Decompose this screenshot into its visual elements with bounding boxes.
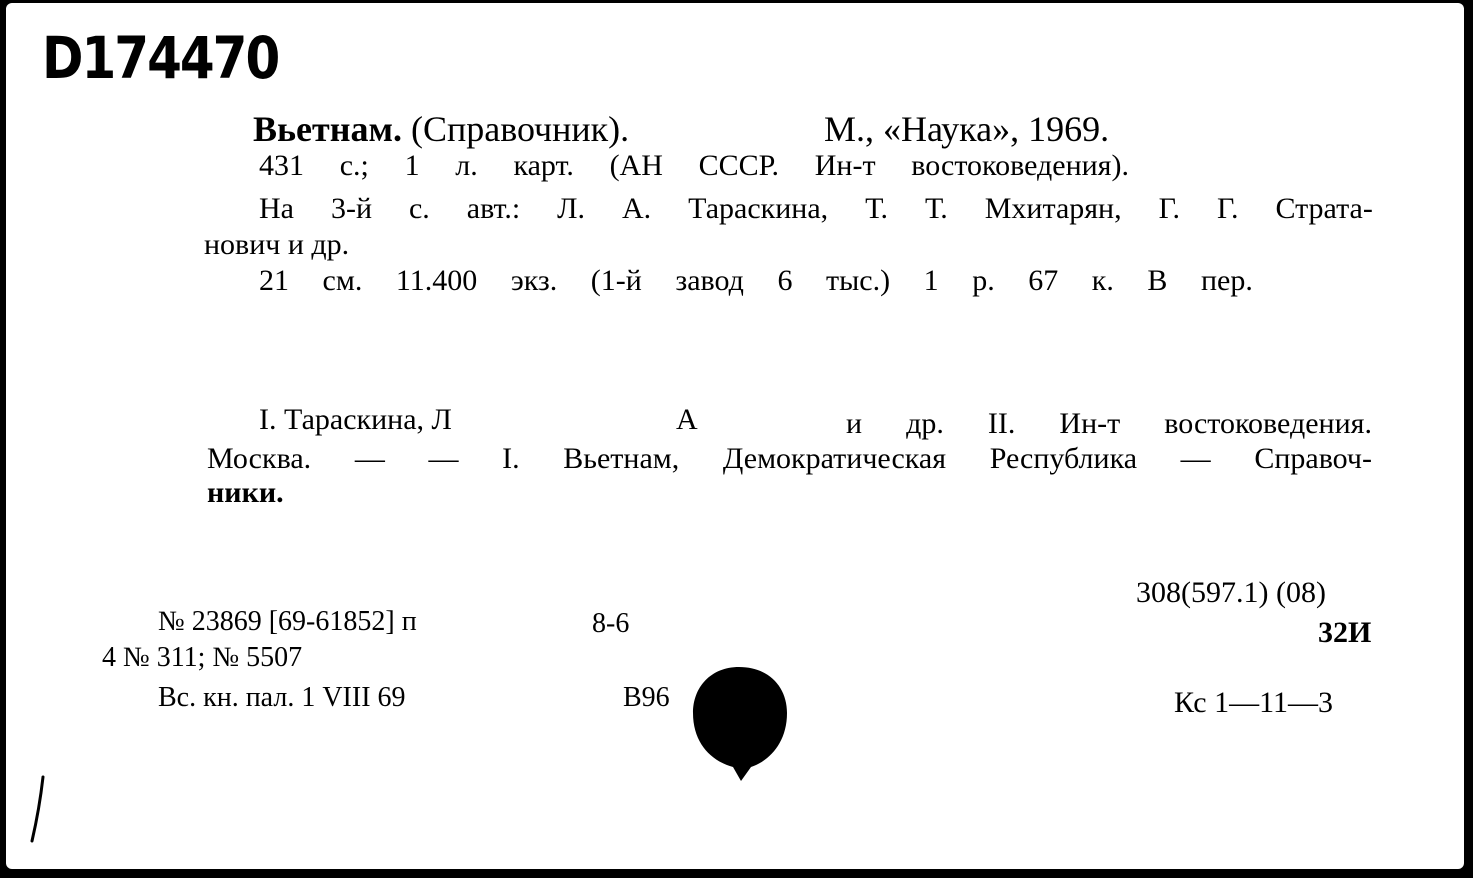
number-line: 4 № 311; № 5507 — [102, 642, 303, 673]
size-edition-price: 21 см. 11.400 экз. (1-й завод 6 тыс.) 1 р. 67 к. В пер. — [259, 264, 1253, 297]
tracing-subject-end: ники. — [207, 476, 284, 509]
udc-index: 308(597.1) (08) — [1136, 576, 1326, 609]
series-code: В96 — [623, 682, 670, 713]
tracing-initial: А — [676, 403, 698, 436]
imprint: М., «Наука», 1969. — [824, 109, 1110, 149]
authors-note-line-1: На 3-й с. авт.: Л. А. Тараскина, Т. Т. Мхитарян, Г. Г. Страта- — [259, 192, 1373, 225]
catalog-card — [6, 3, 1464, 869]
punch-hole-blot — [689, 665, 789, 785]
book-chamber-date: Вс. кн. пал. 1 VIII 69 — [158, 682, 406, 713]
card-code: Кс 1—11—3 — [1174, 686, 1333, 719]
order-code: 8-6 — [592, 608, 630, 639]
tracing-institute: и др. II. Ин-т востоковедения. — [846, 407, 1372, 440]
title-bold: Вьетнам. — [253, 109, 402, 149]
authors-note-line-2: нович и др. — [204, 228, 350, 261]
tracing-author: I. Тараскина, Л — [259, 403, 452, 436]
collation-line-1: 431 с.; 1 л. карт. (АН СССР. Ин-т востоковедения). — [259, 149, 1129, 182]
pencil-mark — [28, 775, 48, 845]
tracing-subject: Москва. — — I. Вьетнам, Демократическая Республика — Справоч- — [207, 442, 1372, 475]
class-mark: 32И — [1318, 616, 1372, 649]
title-rest: (Справочник). — [410, 109, 630, 149]
call-number: D174470 — [42, 25, 279, 92]
order-number: № 23869 [69-61852] п — [158, 606, 417, 637]
title-line — [253, 111, 629, 147]
